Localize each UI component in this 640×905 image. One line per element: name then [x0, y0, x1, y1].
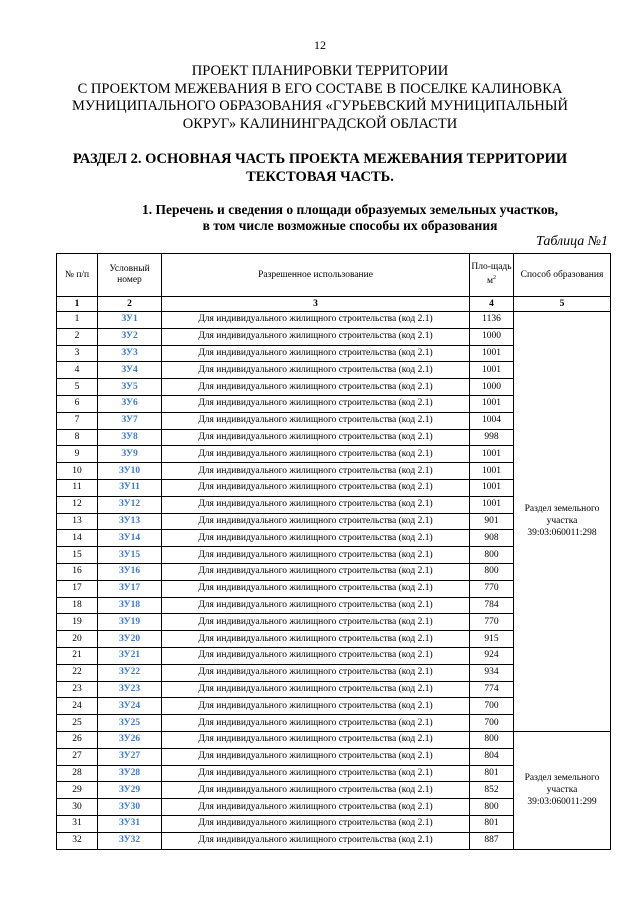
row-number: 10 [57, 463, 98, 480]
permitted-use: Для индивидуального жилищного строительства (код 2.1) [162, 530, 470, 547]
permitted-use: Для индивидуального жилищного строительства (код 2.1) [162, 379, 470, 396]
table-row [57, 312, 611, 329]
permitted-use: Для индивидуального жилищного строительства (код 2.1) [162, 681, 470, 698]
plot-code: ЗУ12 [98, 496, 162, 513]
plot-area: 1136 [470, 312, 514, 329]
row-number: 11 [57, 479, 98, 496]
permitted-use: Для индивидуального жилищного строительства (код 2.1) [162, 799, 470, 816]
permitted-use: Для индивидуального жилищного строительства (код 2.1) [162, 312, 470, 329]
permitted-use: Для индивидуального жилищного строительства (код 2.1) [162, 479, 470, 496]
plot-code: ЗУ22 [98, 664, 162, 681]
row-number: 20 [57, 631, 98, 648]
header-method: Способ образования [514, 254, 611, 297]
row-number: 7 [57, 412, 98, 429]
method-line: Раздел земельного [524, 773, 600, 784]
row-number: 3 [57, 345, 98, 362]
plot-code: ЗУ27 [98, 748, 162, 765]
permitted-use: Для индивидуального жилищного строительства (код 2.1) [162, 715, 470, 732]
plot-code: ЗУ26 [98, 731, 162, 748]
permitted-use: Для индивидуального жилищного строительства (код 2.1) [162, 547, 470, 564]
col-number: 4 [470, 297, 514, 312]
header-use: Разрешенное использование [162, 254, 470, 297]
row-number: 13 [57, 513, 98, 530]
row-number: 29 [57, 782, 98, 799]
plot-area: 1000 [470, 328, 514, 345]
permitted-use: Для индивидуального жилищного строительства (код 2.1) [162, 631, 470, 648]
table-body [57, 312, 611, 850]
plot-area: 800 [470, 547, 514, 564]
header-area-label: Пло-щадь м [471, 262, 512, 287]
row-number: 17 [57, 580, 98, 597]
plot-area: 924 [470, 647, 514, 664]
plot-area: 801 [470, 815, 514, 832]
plot-code: ЗУ28 [98, 765, 162, 782]
permitted-use: Для индивидуального жилищного строительства (код 2.1) [162, 664, 470, 681]
plot-area: 852 [470, 782, 514, 799]
page-number: 12 [314, 38, 326, 52]
plot-code: ЗУ9 [98, 446, 162, 463]
row-number: 8 [57, 429, 98, 446]
plot-area: 887 [470, 832, 514, 849]
title-line: ОКРУГ» КАЛИНИНГРАДСКОЙ ОБЛАСТИ [182, 115, 458, 132]
plot-area: 700 [470, 698, 514, 715]
header-code: Условный номер [98, 254, 162, 297]
plot-area: 1000 [470, 379, 514, 396]
row-number: 6 [57, 395, 98, 412]
plot-code: ЗУ31 [98, 815, 162, 832]
plot-area: 770 [470, 580, 514, 597]
permitted-use: Для индивидуального жилищного строительства (код 2.1) [162, 395, 470, 412]
row-number: 5 [57, 379, 98, 396]
section-heading [40, 150, 600, 186]
plot-area: 934 [470, 664, 514, 681]
row-number: 23 [57, 681, 98, 698]
table-caption: Таблица №1 [536, 234, 608, 249]
plot-area: 1001 [470, 496, 514, 513]
permitted-use: Для индивидуального жилищного строительства (код 2.1) [162, 647, 470, 664]
plot-code: ЗУ3 [98, 345, 162, 362]
title-line: МУНИЦИПАЛЬНОГО ОБРАЗОВАНИЯ «ГУРЬЕВСКИЙ МУНИЦИПАЛЬНЫЙ [72, 98, 568, 114]
plot-code: ЗУ10 [98, 463, 162, 480]
row-number: 21 [57, 647, 98, 664]
subheading-line: в том числе возможные способы их образования [202, 218, 498, 233]
plot-area: 800 [470, 799, 514, 816]
method-line: Раздел земельного [524, 504, 600, 515]
permitted-use: Для индивидуального жилищного строительства (код 2.1) [162, 463, 470, 480]
plot-code: ЗУ1 [98, 312, 162, 329]
method-line: 39:03:060011:299 [527, 797, 597, 808]
method-line: 39:03:060011:298 [527, 528, 597, 539]
row-number: 22 [57, 664, 98, 681]
header-area [470, 254, 514, 297]
plot-area: 908 [470, 530, 514, 547]
permitted-use: Для индивидуального жилищного строительства (код 2.1) [162, 362, 470, 379]
row-number: 30 [57, 799, 98, 816]
row-number: 28 [57, 765, 98, 782]
row-number: 26 [57, 731, 98, 748]
plot-code: ЗУ20 [98, 631, 162, 648]
table-row [57, 731, 611, 748]
plot-code: ЗУ11 [98, 479, 162, 496]
plot-code: ЗУ30 [98, 799, 162, 816]
plot-area: 1001 [470, 395, 514, 412]
formation-method [514, 312, 611, 732]
row-number: 19 [57, 614, 98, 631]
plot-area: 901 [470, 513, 514, 530]
col-number: 2 [98, 297, 162, 312]
permitted-use: Для индивидуального жилищного строительства (код 2.1) [162, 731, 470, 748]
row-number: 1 [57, 312, 98, 329]
plot-code: ЗУ2 [98, 328, 162, 345]
subheading [90, 202, 610, 234]
row-number: 2 [57, 328, 98, 345]
permitted-use: Для индивидуального жилищного строительства (код 2.1) [162, 765, 470, 782]
permitted-use: Для индивидуального жилищного строительства (код 2.1) [162, 614, 470, 631]
plot-code: ЗУ13 [98, 513, 162, 530]
row-number: 24 [57, 698, 98, 715]
plot-code: ЗУ32 [98, 832, 162, 849]
row-number: 9 [57, 446, 98, 463]
plot-area: 700 [470, 715, 514, 732]
row-number: 27 [57, 748, 98, 765]
permitted-use: Для индивидуального жилищного строительства (код 2.1) [162, 563, 470, 580]
plot-area: 1001 [470, 362, 514, 379]
row-number: 18 [57, 597, 98, 614]
plot-area: 1001 [470, 345, 514, 362]
plot-area: 774 [470, 681, 514, 698]
row-number: 16 [57, 563, 98, 580]
title-line: ПРОЕКТ ПЛАНИРОВКИ ТЕРРИТОРИИ [191, 63, 449, 79]
formation-method [514, 731, 611, 849]
plot-code: ЗУ5 [98, 379, 162, 396]
permitted-use: Для индивидуального жилищного строительства (код 2.1) [162, 412, 470, 429]
plot-area: 784 [470, 597, 514, 614]
permitted-use: Для индивидуального жилищного строительства (код 2.1) [162, 446, 470, 463]
plot-code: ЗУ6 [98, 395, 162, 412]
plot-area: 800 [470, 563, 514, 580]
title-line: С ПРОЕКТОМ МЕЖЕВАНИЯ В ЕГО СОСТАВЕ В ПОСЕЛКЕ КАЛИНОВКА [77, 80, 563, 97]
plot-area: 770 [470, 614, 514, 631]
method-line: участка [546, 516, 578, 527]
row-number: 4 [57, 362, 98, 379]
permitted-use: Для индивидуального жилищного строительства (код 2.1) [162, 580, 470, 597]
plot-code: ЗУ4 [98, 362, 162, 379]
col-number: 1 [57, 297, 98, 312]
col-number: 3 [162, 297, 470, 312]
document-title [40, 63, 600, 133]
row-number: 25 [57, 715, 98, 732]
row-number: 15 [57, 547, 98, 564]
plot-area: 1001 [470, 479, 514, 496]
plot-area: 801 [470, 765, 514, 782]
permitted-use: Для индивидуального жилищного строительства (код 2.1) [162, 815, 470, 832]
permitted-use: Для индивидуального жилищного строительства (код 2.1) [162, 748, 470, 765]
plot-code: ЗУ7 [98, 412, 162, 429]
plot-code: ЗУ18 [98, 597, 162, 614]
permitted-use: Для индивидуального жилищного строительства (код 2.1) [162, 832, 470, 849]
plot-code: ЗУ19 [98, 614, 162, 631]
permitted-use: Для индивидуального жилищного строительства (код 2.1) [162, 597, 470, 614]
plot-code: ЗУ16 [98, 563, 162, 580]
col-number: 5 [514, 297, 611, 312]
permitted-use: Для индивидуального жилищного строительства (код 2.1) [162, 513, 470, 530]
header-area-sup: 2 [493, 275, 496, 282]
permitted-use: Для индивидуального жилищного строительства (код 2.1) [162, 698, 470, 715]
plot-code: ЗУ17 [98, 580, 162, 597]
row-number: 31 [57, 815, 98, 832]
row-number: 12 [57, 496, 98, 513]
section-line: ТЕКСТОВАЯ ЧАСТЬ. [246, 169, 394, 185]
plot-code: ЗУ15 [98, 547, 162, 564]
plot-area: 915 [470, 631, 514, 648]
permitted-use: Для индивидуального жилищного строительства (код 2.1) [162, 429, 470, 446]
plot-code: ЗУ8 [98, 429, 162, 446]
permitted-use: Для индивидуального жилищного строительства (код 2.1) [162, 782, 470, 799]
permitted-use: Для индивидуального жилищного строительства (код 2.1) [162, 496, 470, 513]
plot-area: 1001 [470, 463, 514, 480]
plot-code: ЗУ14 [98, 530, 162, 547]
method-line: участка [546, 785, 578, 796]
plot-area: 998 [470, 429, 514, 446]
plot-code: ЗУ29 [98, 782, 162, 799]
plot-code: ЗУ25 [98, 715, 162, 732]
land-plots-table [56, 253, 611, 850]
plot-code: ЗУ21 [98, 647, 162, 664]
plot-code: ЗУ23 [98, 681, 162, 698]
header-num: № п/п [57, 254, 98, 297]
plot-area: 1004 [470, 412, 514, 429]
permitted-use: Для индивидуального жилищного строительства (код 2.1) [162, 345, 470, 362]
plot-area: 800 [470, 731, 514, 748]
permitted-use: Для индивидуального жилищного строительства (код 2.1) [162, 328, 470, 345]
row-number: 14 [57, 530, 98, 547]
section-line: РАЗДЕЛ 2. ОСНОВНАЯ ЧАСТЬ ПРОЕКТА МЕЖЕВАНИЯ ТЕРРИТОРИИ [72, 151, 568, 167]
subheading-line: 1. Перечень и сведения о площади образуемых земельных участков, [142, 202, 558, 217]
plot-code: ЗУ24 [98, 698, 162, 715]
row-number: 32 [57, 832, 98, 849]
plot-area: 1001 [470, 446, 514, 463]
plot-area: 804 [470, 748, 514, 765]
